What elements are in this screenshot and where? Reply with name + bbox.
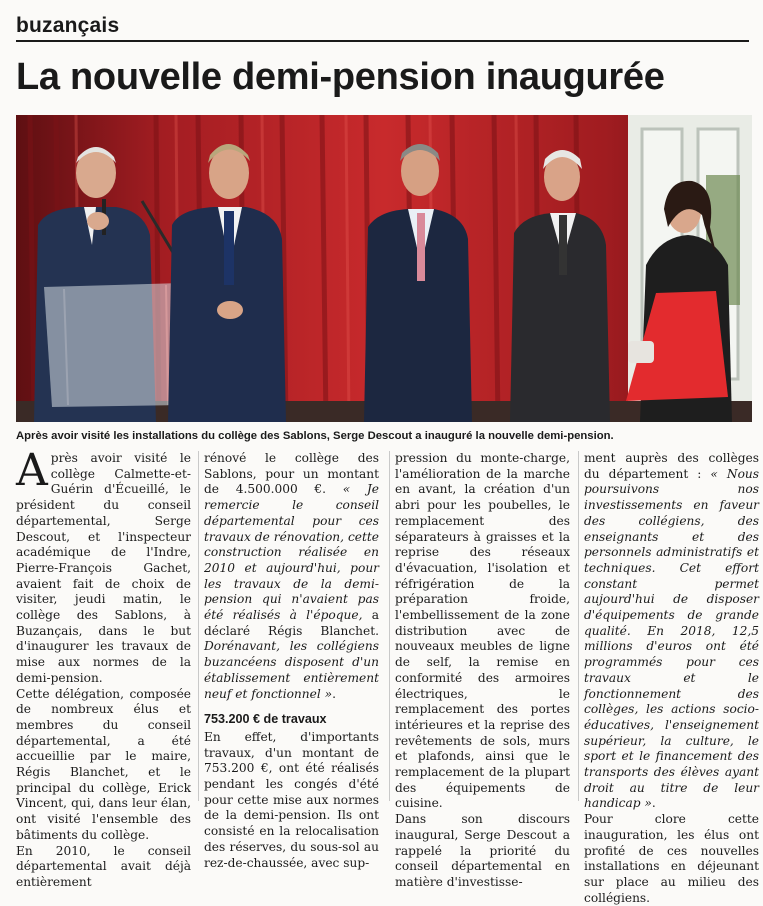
article-column-4 (584, 451, 759, 906)
article-column-3 (395, 451, 570, 891)
quote: Dorénavant, les collégiens buzancéens disposent d'un établissement entièrement neuf et fonctionnel » (204, 639, 379, 701)
article-column-1 (16, 445, 191, 891)
paragraph-text: a déclaré Régis Blanchet. (204, 608, 380, 638)
article-headline: La nouvelle demi-pension inaugurée (16, 56, 665, 98)
paragraph: En 2010, le conseil départemental avait déjà entièrement (16, 843, 191, 889)
paragraph-text: près avoir visité le collège Calmette-et-Guérin d'Écueillé, le président du conseil départemental, Serge Descout, et l'inspecteur académique de l'Indre, Pierre-François Gachet, avaient fait de choix de visiter, jeudi matin, le collège des Sablons, à Buzançais, dans le but d'inaugurer les travaux de mise aux normes de la demi-pension. (16, 451, 191, 685)
subheading: 753.200 € de travaux (204, 712, 327, 727)
quote: « Nous poursuivons nos investissements en faveur des collégiens, des enseignants et des personnels administratifs et techniques. Cet effort constant permet aujourd'hui de disposer d'équipements de grande qualité. En 2018, 12,5 millions d'euros ont été programmés pour ces travaux et le fonctionnement des collèges, les actions socio-éducatives, l'enseignement supérieur, la culture, le sport et le financement des transports des élèves ayant droit au titre de leur handicap » (584, 466, 760, 811)
paragraph-text: ment auprès des collèges du département : (584, 451, 759, 481)
paragraph-text: . (332, 686, 336, 701)
paragraph-text: rénové le collège des Sablons, pour un montant de 4.500.000 €. (204, 451, 379, 497)
column-divider (198, 451, 199, 801)
paragraph: En effet, d'importants travaux, d'un montant de 753.200 €, ont été réalisés pendant les congés d'été pour cette mise aux normes de la demi-pension. Ils ont consisté en la relocalisation des réserves, du sous-sol au rez-de-chaussée, avec sup- (204, 729, 379, 870)
paragraph: pression du monte-charge, l'amélioration de la marche en avant, la création d'un abri pour les poubelles, le remplacement des séparateurs à graisses et la reprise des réseaux d'évacuation, l'isolation et réfrigération de la préparation froide, l'embellissement de la zone distribution avec de nouveaux meubles de ligne de self, la remise en conformité des armoires électriques, le remplacement des portes intérieures et la reprise des revêtements de sols, murs et plafonds, ainsi que le remplacement de la plupart des équipements de cuisine. (395, 451, 570, 811)
paragraph: Pour clore cette inauguration, les élus ont profité de ces nouvelles installations en déjeunant sur place au milieu des collégiens. (584, 812, 759, 905)
paragraph-text: . (651, 796, 656, 811)
column-divider (389, 451, 390, 801)
quote: « Je remercie le conseil départemental pour ces travaux de rénovation, cette construction réalisée en 2010 et aujourd'hui, pour les travaux de la demi-pension qui n'avaient pas été réalisés à l'époque, (204, 482, 380, 623)
paragraph (16, 445, 191, 687)
paragraph: Cette délégation, composée de nombreux élus et membres du conseil départemental, a été accueillie par le maire, Régis Blanchet, et le principal du collège, Erick Vincent, qui, dans leur élan, ont visité l'ensemble des bâtiments du collège. (16, 686, 191, 842)
paragraph: Dans son discours inaugural, Serge Descout a rappelé la priorité du conseil départemental en matière d'investisse- (395, 812, 570, 889)
article-column-2 (204, 451, 379, 871)
paragraph (584, 451, 759, 812)
drop-cap: A (16, 445, 48, 496)
section-rule (16, 40, 749, 42)
paragraph (204, 451, 379, 702)
section-label: buzançais (16, 14, 120, 37)
column-divider (578, 451, 579, 801)
photo-caption: Après avoir visité les installations du collège des Sablons, Serge Descout a inauguré la nouvelle demi-pension. (16, 430, 614, 442)
article-photo (16, 115, 752, 422)
